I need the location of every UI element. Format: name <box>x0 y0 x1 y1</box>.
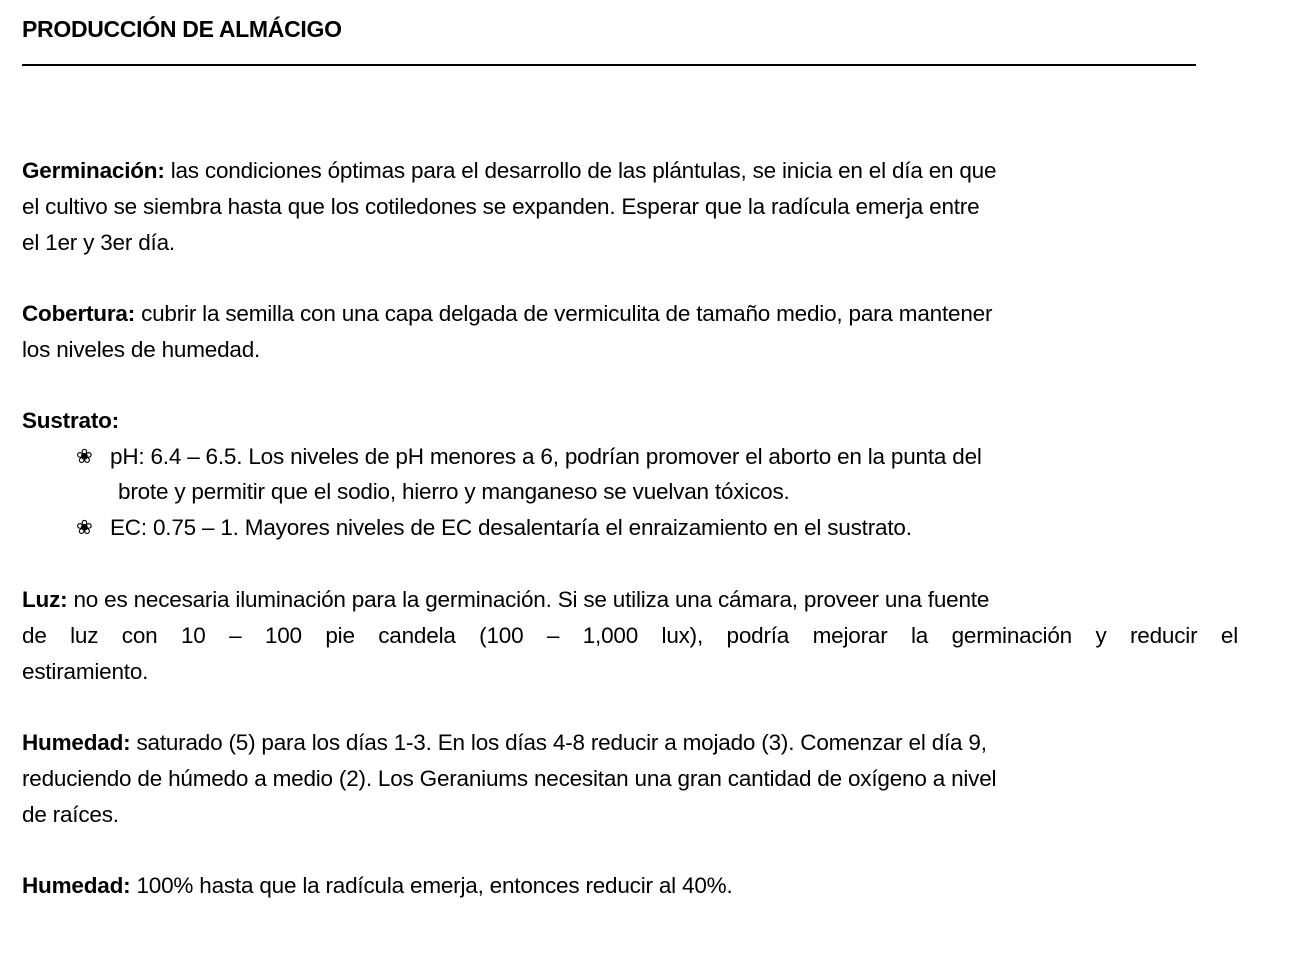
luz-line-1 <box>22 585 989 615</box>
cobertura-line-1 <box>22 299 992 329</box>
sustrato-ph-line-2: brote y permitir que el sodio, hierro y manganeso se vuelvan tóxicos. <box>118 479 790 504</box>
humedad-line-1 <box>22 728 987 758</box>
cobertura-line-2: los niveles de humedad. <box>22 337 261 362</box>
humedad-relativa-text: 100% hasta que la radícula emerja, entonces reducir al 40%. <box>130 873 733 898</box>
sustrato-ph-line-1: pH: 6.4 – 6.5. Los niveles de pH menores a 6, podrían promover el aborto en la punta del <box>110 444 982 469</box>
humedad-text: saturado (5) para los días 1-3. En los días 4-8 reducir a mojado (3). Comenzar el día 9, <box>130 730 987 755</box>
humedad-label: Humedad: <box>22 730 131 755</box>
humedad-line-3: de raíces. <box>22 802 119 827</box>
luz-line-3: estiramiento. <box>22 659 149 684</box>
humedad-relativa-label: Humedad: <box>22 873 131 898</box>
cobertura-label: Cobertura: <box>22 301 136 326</box>
luz-label: Luz: <box>22 587 68 612</box>
germinacion-line-1 <box>22 156 996 186</box>
germinacion-label: Germinación: <box>22 158 165 183</box>
sustrato-ec-line: EC: 0.75 – 1. Mayores niveles de EC desalentaría el enraizamiento en el sustrato. <box>110 515 912 540</box>
flower-bullet-icon: ❀ <box>76 446 93 468</box>
document-title: PRODUCCIÓN DE ALMÁCIGO <box>22 16 342 42</box>
humedad-relativa-line <box>22 871 733 901</box>
germinacion-text: las condiciones óptimas para el desarrollo de las plántulas, se inicia en el día en que <box>164 158 997 183</box>
sustrato-label <box>22 406 119 436</box>
luz-line-2: de luz con 10 – 100 pie candela (100 – 1,000 lux), podría mejorar la germinación y reducir el <box>22 623 1238 648</box>
germinacion-line-3: el 1er y 3er día. <box>22 230 175 255</box>
flower-bullet-icon: ❀ <box>76 517 93 539</box>
germinacion-line-2: el cultivo se siembra hasta que los cotiledones se expanden. Esperar que la radícula emerja entre <box>22 194 980 219</box>
title-underline <box>22 64 1196 66</box>
sustrato-label-text: Sustrato: <box>22 408 119 433</box>
cobertura-text: cubrir la semilla con una capa delgada de vermiculita de tamaño medio, para mantener <box>135 301 993 326</box>
luz-text: no es necesaria iluminación para la germinación. Si se utiliza una cámara, proveer una fuente <box>67 587 990 612</box>
humedad-line-2: reduciendo de húmedo a medio (2). Los Geraniums necesitan una gran cantidad de oxígeno a nivel <box>22 766 997 791</box>
